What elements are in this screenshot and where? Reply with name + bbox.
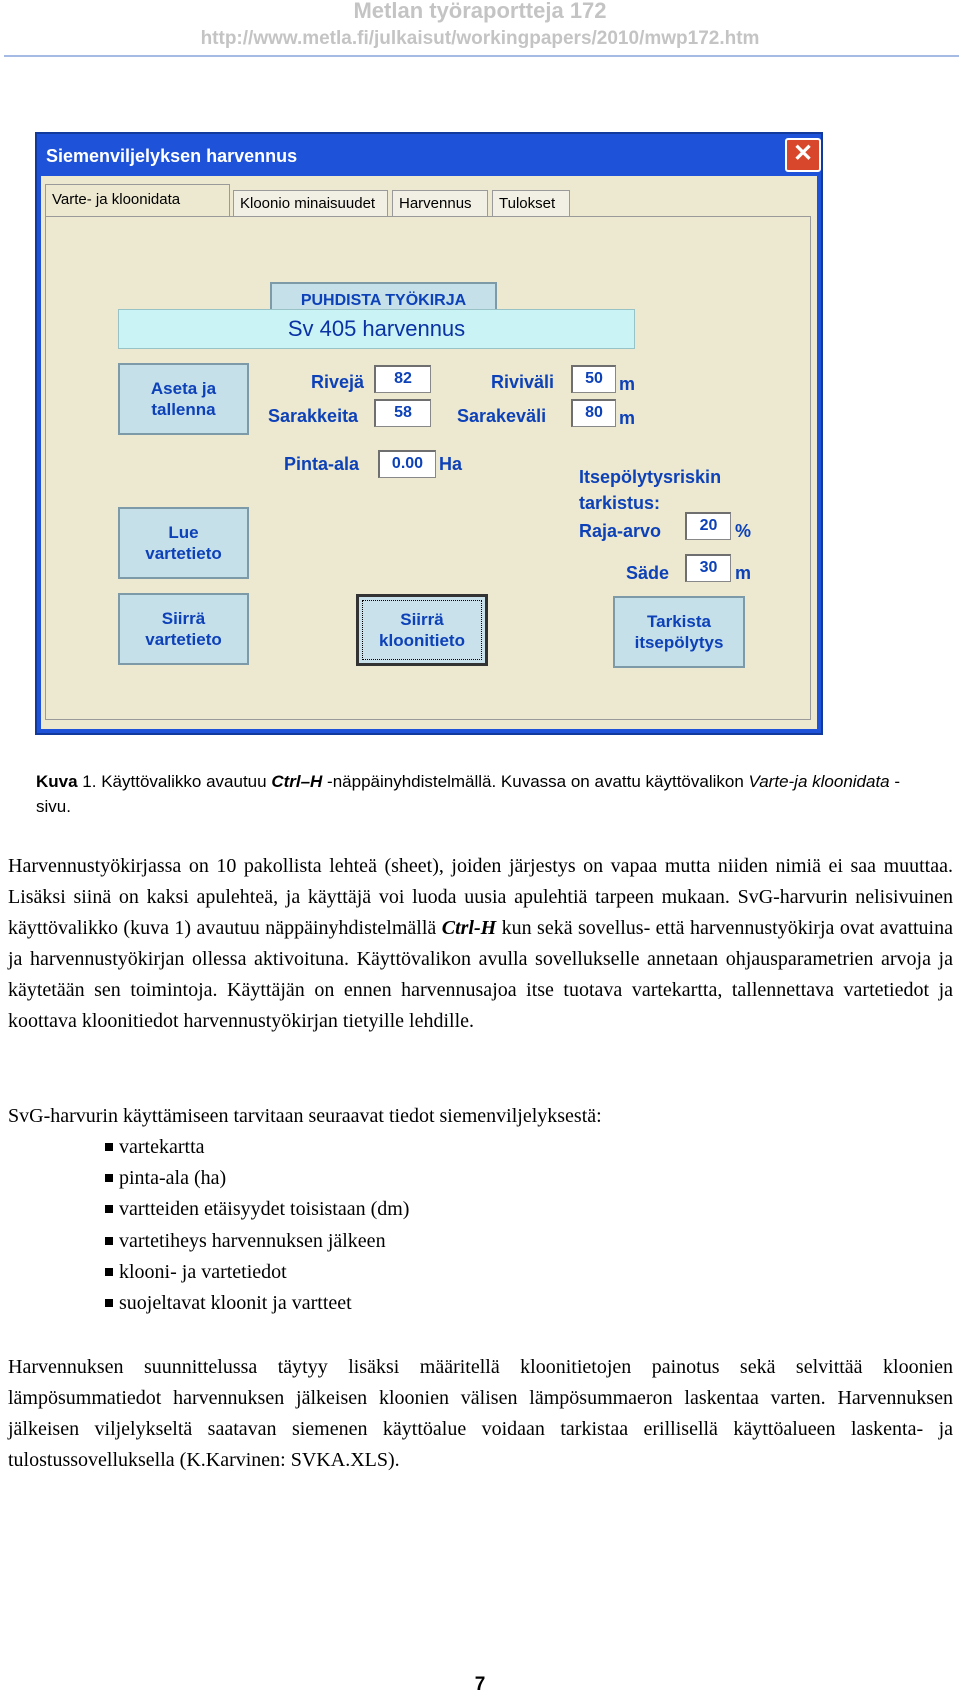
- self-pollination-heading: Itsepölytysriskin tarkistus:: [579, 467, 722, 513]
- caption-text-1: Käyttövalikko avautuu: [96, 772, 272, 791]
- dialog-body: [41, 176, 817, 729]
- set-and-save-button[interactable]: Aseta ja tallenna: [118, 363, 249, 435]
- limit-input[interactable]: 20: [685, 512, 731, 540]
- paragraph-requirements: SvG-harvurin käyttämiseen tarvitaan seuraavat tiedot siemenviljelyksestä:: [8, 1105, 602, 1127]
- tab-strip: [45, 184, 811, 216]
- figure-caption: [36, 769, 916, 819]
- caption-text-2: -näppäinyhdistelmällä. Kuvassa on avattu käyttövalikon: [322, 772, 749, 791]
- running-header-title: Metlan työraportteja 172: [353, 0, 607, 23]
- read-graft-data-button[interactable]: Lue vartetieto: [118, 507, 249, 579]
- list-item: vartekartta: [105, 1132, 409, 1163]
- project-name-field[interactable]: Sv 405 harvennus: [118, 309, 635, 349]
- paragraph-1-text-b: kun sekä sovellus- että harvennustyökirja ovat avattuina ja harvennustyökirjan ollessa aktivoituna. Käyttövalikon avulla sovellukselle annetaan ohjausparametrien arvoja ja käytetään sen toimintoja. Käyttäjän on ennen harvennusajoa itse tuotava vartekartta, tallennettava vartetiedot ja koottava kloonitiedot harvennustyökirjan tietyille lehdille.: [8, 917, 953, 1032]
- rows-input[interactable]: 82: [374, 365, 431, 393]
- move-clone-data-button[interactable]: Siirrä kloonitieto: [356, 594, 488, 666]
- radius-label: Säde: [626, 563, 670, 583]
- columns-label: Sarakkeita: [268, 406, 359, 426]
- paragraph-planning: Harvennuksen suunnittelussa täytyy lisäksi määritellä kloonitietojen painotus sekä selvittää kloonien lämpösummatiedot harvennuksen jälkeisen kloonien välisen lämpösummaeron laskentaa varten. Harvennuksen jälkeisen viljelykseltä saatavan siemenen käyttöalue voidaan tarkistaa erillisellä käyttöalueen laskenta- ja tulostussovelluksella (K.Karvinen: SVKA.XLS).: [8, 1356, 953, 1471]
- radius-unit: m: [735, 563, 752, 583]
- area-label: Pinta-ala: [284, 454, 360, 474]
- tab-kloonio-minaisuudet[interactable]: Kloonio minaisuudet: [233, 190, 388, 217]
- paragraph-1-text-a: Harvennustyökirjassa on 10 pakollista lehteä (sheet), joiden järjestys on vapaa mutta niiden nimiä ei saa muuttaa. Lisäksi siinä on kaksi apulehteä, ja käyttäjä voi luoda uusia apulehtiä tarpeen mukaan. SvG-harvurin nelisivuinen käyttövalikko (kuva 1) avautuu näppäinyhdistelmällä: [8, 855, 953, 939]
- limit-label: Raja-arvo: [579, 521, 662, 541]
- header-divider: [4, 55, 959, 57]
- column-spacing-input[interactable]: 80: [571, 399, 616, 427]
- caption-shortcut: Ctrl–H: [271, 772, 323, 791]
- limit-unit: %: [735, 521, 752, 541]
- tab-harvennus[interactable]: Harvennus: [392, 190, 488, 217]
- row-spacing-input[interactable]: 50: [571, 365, 616, 393]
- list-item: pinta-ala (ha): [105, 1163, 409, 1194]
- list-item: vartetiheys harvennuksen jälkeen: [105, 1226, 409, 1257]
- dialog-title: Siemenviljelyksen harvennus: [46, 146, 298, 166]
- radius-input[interactable]: 30: [685, 554, 731, 582]
- caption-text-3: -sivu.: [36, 772, 901, 816]
- area-input[interactable]: 0.00: [378, 450, 436, 478]
- tab-varte-kloonidata[interactable]: Varte- ja kloonidata: [45, 184, 230, 217]
- row-spacing-unit: m: [619, 374, 636, 394]
- column-spacing-unit: m: [619, 408, 636, 428]
- requirements-list: [105, 1132, 409, 1319]
- close-icon[interactable]: ✕: [785, 138, 821, 172]
- move-graft-data-button[interactable]: Siirrä vartetieto: [118, 593, 249, 665]
- running-header-url: http://www.metla.fi/julkaisut/workingpapers/2010/mwp172.htm: [200, 28, 760, 49]
- tab-tulokset[interactable]: Tulokset: [492, 190, 570, 217]
- area-unit: Ha: [439, 454, 463, 474]
- list-item: vartteiden etäisyydet toisistaan (dm): [105, 1194, 409, 1225]
- paragraph-1-shortcut: Ctrl-H: [441, 917, 497, 939]
- caption-label: Kuva: [36, 772, 78, 791]
- list-item: klooni- ja vartetiedot: [105, 1257, 409, 1288]
- page-number: 7: [474, 1674, 486, 1695]
- rows-label: Rivejä: [311, 372, 365, 392]
- dialog-window: [35, 132, 823, 735]
- caption-number: 1.: [77, 772, 97, 791]
- paragraph-workbook: [8, 851, 953, 1037]
- caption-tab-name: Varte-ja kloonidata: [748, 772, 890, 791]
- columns-input[interactable]: 58: [374, 399, 431, 427]
- column-spacing-label: Sarakeväli: [457, 406, 547, 426]
- clear-workbook-button[interactable]: PUHDISTA TYÖKIRJA: [270, 282, 497, 318]
- row-spacing-label: Riviväli: [491, 372, 555, 392]
- check-self-pollination-button[interactable]: Tarkista itsepölytys: [613, 596, 745, 668]
- list-item: suojeltavat kloonit ja vartteet: [105, 1288, 409, 1319]
